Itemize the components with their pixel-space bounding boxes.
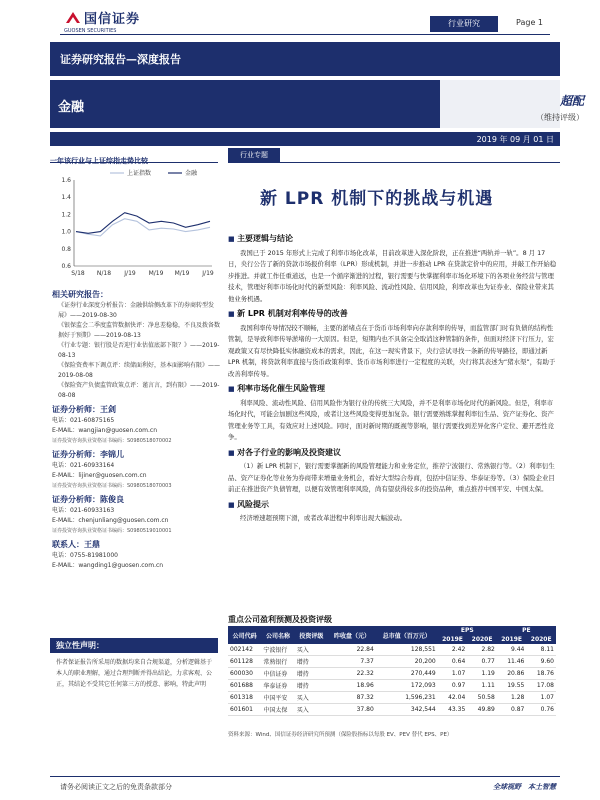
series-line (76, 219, 210, 236)
y-tick-label: 1.6 (61, 177, 71, 184)
brand-sub: GUOSEN SECURITIES (64, 28, 117, 34)
related-title: 相关研究报告： (52, 290, 108, 299)
report-title: 新 LPR 机制下的挑战与机遇 (260, 189, 494, 209)
table-cell: 中信证券 (261, 668, 294, 680)
table-cell: 20,200 (376, 656, 438, 668)
section-body: 我国利率传导情况较不顺畅，主要的淤堵点在于货币市场利率向存款利率的传导，而监管部门时有负债的结构性管制，是导致利率传导淤堵的一大原因。但是，短期内也不具备完全取消这种管制的条件，但面对经济下行压力，宏观政策又有尽快降低实体融资成本的需求，因此，在这一现实背景下，央行尝试寻找一条新的传导路径，即通过新 LPR 机制，将贷款利率直接与货币政策利率、货币市场利率进行一定程度的关联，央行将其表述为“猪水渠”，有助于改善利率传导。 (228, 323, 556, 378)
y-tick-label: 0.8 (61, 245, 71, 253)
rating-note: （维持评级） (536, 113, 584, 122)
table-cell: 2.42 (438, 644, 468, 656)
table-cell: 9.44 (497, 644, 527, 656)
table-cell: 43.35 (438, 704, 468, 716)
table-cell: 49.89 (467, 704, 497, 716)
table-cell: 18.76 (526, 668, 556, 680)
table-cell: 601688 (228, 680, 261, 692)
section-heading: ■ 主要逻辑与结论 (228, 233, 558, 246)
analyst-card (52, 450, 220, 491)
analyst-email[interactable]: E-MAIL：wangjian@guosen.com.cn (52, 427, 157, 434)
footer-slogan: 全球视野 本土智慧 (493, 783, 556, 791)
related-report: 《保险资费率下调点评：续储面利好，基本面影响有限》——2019-08-08 (58, 362, 221, 379)
footer-disclaimer: 请务必阅读正文之后的免责条款部分 (60, 783, 172, 791)
x-tick-label: S/18 (71, 270, 85, 277)
table-cell: 87.32 (328, 692, 376, 704)
y-tick-label: 1.4 (61, 194, 71, 202)
analyst-phone: 电话：0755-81981000 (52, 552, 118, 559)
related-report: 《行业专题：银行股是否迎行业估值底部下限？》——2019-08-13 (58, 342, 220, 359)
x-tick-label: N/18 (96, 270, 112, 277)
table-cell: 342,544 (376, 704, 438, 716)
analyst-cert: 证券投资咨询执业资格证书编码：S0980519010001 (52, 528, 172, 534)
table-cell: 11.46 (497, 656, 527, 668)
table-cell: 600030 (228, 668, 261, 680)
table-cell: 1.11 (467, 680, 497, 692)
table-cell: 增持 (295, 656, 328, 668)
table-cell: 601601 (228, 704, 261, 716)
section-heading: ■ 新 LPR 机制对利率传导的改善 (228, 308, 558, 321)
th-mcap: 总市值（百万元） (376, 626, 438, 644)
industry-banner (50, 80, 560, 128)
index-comparison-chart (50, 166, 220, 284)
industry-name: 金融 (58, 100, 85, 115)
table-cell: 2.82 (467, 644, 497, 656)
related-report: 《银保监会二季度监管数据快评：净息差稳稳，不良及拨备数据好于预期》——2019-08-13 (58, 322, 221, 339)
table-row (228, 692, 556, 704)
th-pe: PE (497, 626, 556, 635)
th-price: 昨收盘（元） (328, 626, 376, 644)
related-report: 《证券行业深度分析报告：金融供给侧改革下的券商转型发展》——2019-08-30 (58, 302, 215, 319)
x-tick-label: M/19 (174, 270, 190, 277)
table-cell: 7.37 (328, 656, 376, 668)
report-date: 2019 年 09 月 01 日 (476, 135, 554, 144)
table-cell: 128,551 (376, 644, 438, 656)
table-cell: 常熟银行 (261, 656, 294, 668)
analyst-title: 证券分析师：李锦儿 (52, 450, 124, 459)
analyst-phone: 电话：021-60933163 (52, 507, 115, 514)
header-rule (60, 34, 550, 35)
analyst-card (52, 540, 220, 571)
table-row (228, 704, 556, 716)
y-tick-label: 1.0 (61, 228, 71, 236)
table-cell: 增持 (295, 668, 328, 680)
section-heading: ■ 风险提示 (228, 499, 558, 512)
table-cell: 宁波银行 (261, 644, 294, 656)
section-body: 利率风险、流动性风险、信用风险作为银行业的传统三大风险，并不是利率市场化时代的新风险。但是，利率市场化时代，可能会加剧这些风险，或者让这些风险变得更加复杂。银行需要熟练掌握利率衍生品、资产证券化、资产管理业务等工具，有效应对上述风险。同时，面对新时期的既视等影响，银行需要找到差异化客户定位、避开恶性竞争。 (228, 398, 554, 441)
analyst-title: 证券分析师：王剑 (52, 405, 116, 414)
table-cell: 买入 (295, 644, 328, 656)
th-pe-2019: 2019E (497, 635, 527, 644)
section-body: 经济增速超预期下滑，或者改革进程中利率出现大幅波动。 (240, 514, 407, 522)
disclaimer-title: 独立性声明： (50, 638, 218, 653)
analyst-list (52, 405, 220, 571)
section-body: 我国已于 2015 年形式上完成了利率市场化改革，目前改革进入深化阶段，正在推进“两轨并一轨”。8 月 17 日，央行公告了新的贷款市场报价利率（LPR）形成机制，并进一步推动 LPR 在贷款定价中的应用，并敲工作开始稳步推进。并就工作任重道远，也是一个循序渐进的过程，银行需要与快掌握利率市场化环境下的各项业务经营与管理技术，管理好利率市场化时代的新型风险：利率风险、流动性风险、信用风险，利率改革也为证券业、保险业带来其他业务机遇。 (228, 248, 557, 303)
analyst-email[interactable]: E-MAIL：lijiner@guosen.com.cn (52, 472, 147, 479)
rating: 超配 (559, 94, 584, 108)
table-cell: 270,449 (376, 668, 438, 680)
disclaimer-text: 作者保证报告所采用的数据均来自合规渠道，分析逻辑基于本人的职业理解，通过合理判断并得出结论，力求客观、公正，其结论不受其它任何第三方的授意、影响，特此声明 (56, 659, 213, 688)
table-cell: 0.77 (467, 656, 497, 668)
th-code: 公司代码 (228, 626, 261, 644)
table-cell: 华泰证券 (261, 680, 294, 692)
table-cell: 中国太保 (261, 704, 294, 716)
related-list (52, 301, 220, 401)
report-type: 证券研究报告—深度报告 (60, 53, 181, 66)
table-cell: 1.28 (497, 692, 527, 704)
table-cell: 19.55 (497, 680, 527, 692)
analyst-email[interactable]: E-MAIL：wangding1@guosen.com.cn (52, 562, 164, 569)
x-tick-label: M/19 (148, 270, 164, 277)
chart-title: 一年该行业与上证综指走势比较 (50, 157, 148, 165)
left-sidebar (52, 286, 220, 571)
th-eps: EPS (438, 626, 497, 635)
forecast-table (228, 626, 556, 716)
series-line (76, 213, 210, 234)
analyst-cert: 证券投资咨询执业资格证书编码：S0980518070002 (52, 438, 172, 444)
category-tag: 行业研究 (430, 16, 498, 32)
table-cell: 17.08 (526, 680, 556, 692)
table-cell: 42.04 (438, 692, 468, 704)
table-cell: 37.80 (328, 704, 376, 716)
date-bar (50, 132, 560, 146)
x-tick-label: J/19 (202, 270, 214, 277)
y-tick-label: 0.6 (61, 263, 71, 270)
table-cell: 601318 (228, 692, 261, 704)
disclaimer-box (50, 638, 218, 694)
th-name: 公司名称 (261, 626, 294, 644)
chart-heading (50, 148, 218, 163)
section-rule (228, 162, 560, 163)
table-cell: 22.32 (328, 668, 376, 680)
guosen-logo-icon (64, 9, 82, 27)
table-row (228, 668, 556, 680)
legend-label: 金融 (185, 170, 198, 177)
y-tick-label: 1.2 (61, 211, 71, 219)
th-eps-2020: 2020E (467, 635, 497, 644)
table-cell: 0.64 (438, 656, 468, 668)
legend-label: 上证指数 (127, 170, 152, 177)
table-cell: 0.76 (526, 704, 556, 716)
report-type-banner (50, 42, 560, 76)
analyst-phone: 电话：021-60875165 (52, 417, 115, 424)
section-tag: 行业专题 (228, 148, 280, 162)
section-heading: ■ 利率市场化催生风险管理 (228, 383, 558, 396)
brand-name: 国信证券 (84, 12, 141, 27)
table-cell: 9.60 (526, 656, 556, 668)
section-heading: ■ 对各子行业的影响及投资建议 (228, 447, 558, 460)
th-pe-2020: 2020E (526, 635, 556, 644)
table-cell: 增持 (295, 680, 328, 692)
table-title: 重点公司盈利预测及投资评级 (228, 615, 332, 624)
analyst-cert: 证券投资咨询执业资格证书编码：S0980518070003 (52, 483, 172, 489)
page-number: Page 1 (516, 18, 543, 27)
section-body: （1）新 LPR 机制下，银行需要掌握新的风险管理能力和业务定位，推荐宁波银行、常熟银行等。（2）利率衍生品、资产证券化等业务为券商带来增量业务机会，看好大型综合券商，包括中信证券、华泰证券等。（3）保险企业目前正在推进资产负债管理，以便有效管理利率风险，尚有望获得较多的投资品种，重点推荐中国平安、中国太保。 (228, 462, 555, 493)
table-cell: 买入 (295, 692, 328, 704)
th-rating: 投资评级 (295, 626, 328, 644)
table-cell: 中国平安 (261, 692, 294, 704)
th-eps-2019: 2019E (438, 635, 468, 644)
footer-rule (50, 776, 560, 777)
table-cell: 20.86 (497, 668, 527, 680)
analyst-title: 联系人：王鼎 (52, 540, 100, 549)
table-row (228, 656, 556, 668)
table-row (228, 644, 556, 656)
table-cell: 1,596,231 (376, 692, 438, 704)
analyst-email[interactable]: E-MAIL：chenjunliang@guosen.com.cn (52, 517, 169, 524)
x-tick-label: J/19 (124, 270, 136, 277)
table-cell: 22.84 (328, 644, 376, 656)
table-note: 资料来源：Wind、国信证券经济研究所预测（保险股指标以每股 EV、PEV 替代 EPS、PE） (228, 732, 453, 738)
analyst-phone: 电话：021-60933164 (52, 462, 115, 469)
report-body (228, 230, 558, 527)
table-cell: 8.11 (526, 644, 556, 656)
table-cell: 1.07 (438, 668, 468, 680)
analyst-card (52, 405, 220, 446)
table-cell: 1.19 (467, 668, 497, 680)
table-row (228, 680, 556, 692)
table-cell: 买入 (295, 704, 328, 716)
analyst-card (52, 495, 220, 536)
table-cell: 1.07 (526, 692, 556, 704)
table-cell: 50.58 (467, 692, 497, 704)
table-cell: 172,093 (376, 680, 438, 692)
table-cell: 18.96 (328, 680, 376, 692)
table-cell: 601128 (228, 656, 261, 668)
table-cell: 0.97 (438, 680, 468, 692)
table-cell: 0.87 (497, 704, 527, 716)
analyst-title: 证券分析师：陈俊良 (52, 495, 124, 504)
related-report: 《保险资产负债监管政策点评：谨言言，到有限》——2019-08-08 (58, 382, 220, 399)
table-cell: 002142 (228, 644, 261, 656)
